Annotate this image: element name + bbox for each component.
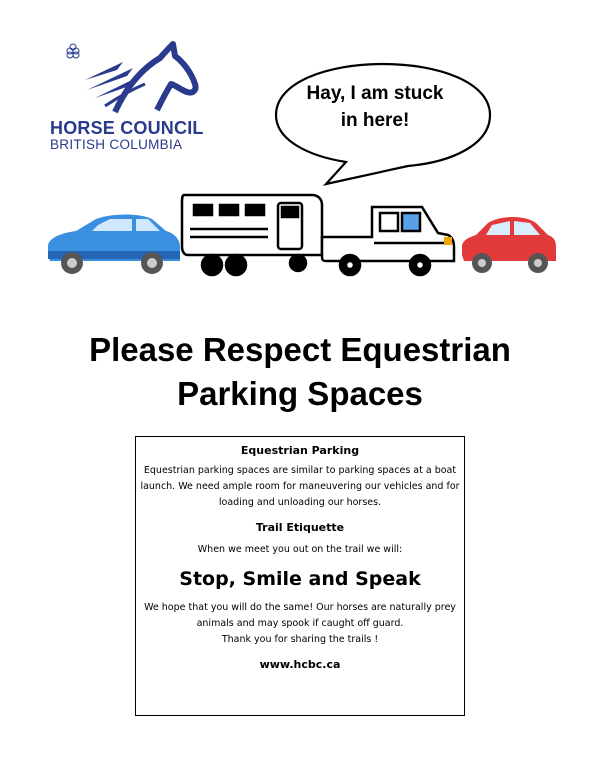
motto: Stop, Smile and Speak xyxy=(179,568,421,590)
page-headline xyxy=(0,328,600,416)
closing-paragraph xyxy=(136,600,464,648)
info-box xyxy=(135,436,465,716)
paragraph-line: loading and unloading our horses. xyxy=(218,497,382,508)
paragraph-line: animals and may spook if caught off guard. xyxy=(196,618,404,629)
headline-line-2: Parking Spaces xyxy=(177,375,423,412)
trail-etiquette-heading: Trail Etiquette xyxy=(255,521,345,534)
trail-intro: When we meet you out on the trail we will: xyxy=(197,544,403,555)
hcbc-logo xyxy=(45,40,215,155)
vehicles-illustration xyxy=(40,185,560,285)
speech-bubble-text xyxy=(275,80,475,134)
horse-trailer-icon xyxy=(182,195,330,275)
paragraph-line: Thank you for sharing the trails ! xyxy=(221,634,379,645)
paragraph-line: Equestrian parking spaces are similar to parking spaces at a boat xyxy=(143,465,457,476)
speech-line-1: Hay, I am stuck xyxy=(306,83,444,104)
logo-title: HORSE COUNCIL xyxy=(50,118,204,138)
equestrian-parking-paragraph xyxy=(136,463,464,511)
speech-line-2: in here! xyxy=(340,110,410,131)
paragraph-line: We hope that you will do the same! Our horses are naturally prey xyxy=(144,602,456,613)
website-link[interactable]: www.hcbc.ca xyxy=(259,658,341,671)
horse-head-logo-icon xyxy=(45,40,215,118)
paragraph-line: launch. We need ample room for maneuvering our vehicles and for xyxy=(140,481,460,492)
red-car-icon xyxy=(462,217,556,273)
blue-car-icon xyxy=(48,215,180,275)
equestrian-parking-heading: Equestrian Parking xyxy=(240,444,360,457)
headline-line-1: Please Respect Equestrian xyxy=(89,331,511,368)
pickup-truck-icon xyxy=(322,207,454,275)
logo-subtitle: BRITISH COLUMBIA xyxy=(50,137,183,152)
flower-icon xyxy=(67,44,79,58)
